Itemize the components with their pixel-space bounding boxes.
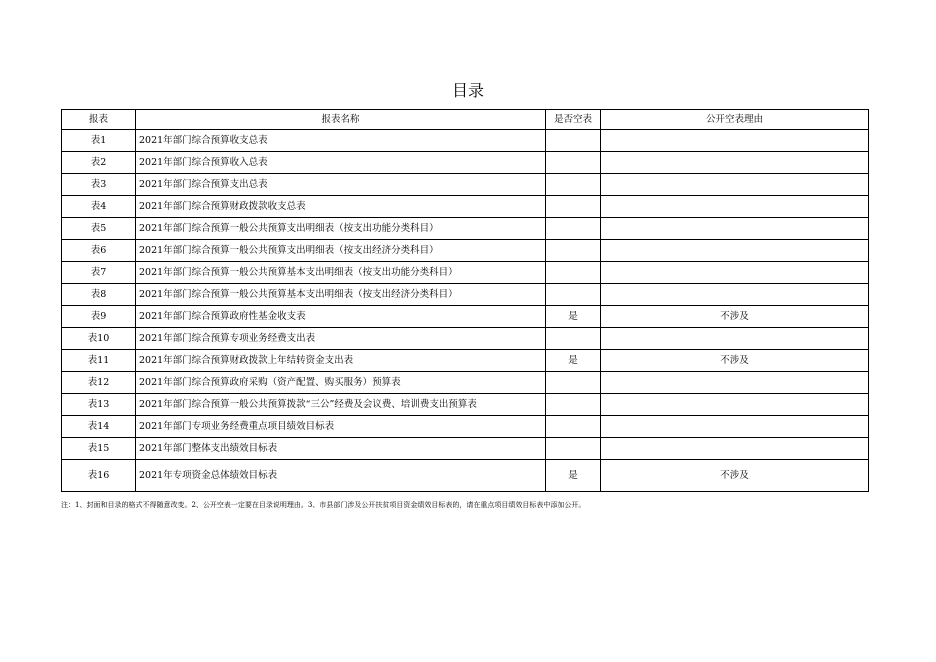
page-title: 目录 [451,81,484,100]
table-row [62,130,869,152]
report-no: 表5 [62,218,136,240]
report-no: 表8 [62,284,136,306]
is-empty: 是 [546,460,601,492]
is-empty [546,196,601,218]
catalog-table [61,109,869,492]
report-no: 表10 [62,328,136,350]
report-name: 2021年部门综合预算一般公共预算基本支出明细表（按支出功能分类科目） [136,262,546,284]
empty-reason [601,262,869,284]
report-no: 表13 [62,394,136,416]
table-row [62,394,869,416]
empty-reason [601,328,869,350]
is-empty [546,130,601,152]
table-row [62,152,869,174]
report-no: 表11 [62,350,136,372]
table-row [62,218,869,240]
report-name: 2021年部门综合预算一般公共预算拨款“三公”经费及会议费、培训费支出预算表 [136,394,546,416]
table-row [62,174,869,196]
is-empty [546,394,601,416]
empty-reason [601,438,869,460]
empty-reason [601,196,869,218]
report-no: 表6 [62,240,136,262]
report-no: 表15 [62,438,136,460]
report-no: 表7 [62,262,136,284]
empty-reason: 不涉及 [601,306,869,328]
table-row [62,416,869,438]
report-name: 2021年部门整体支出绩效目标表 [136,438,546,460]
report-name: 2021年部门综合预算一般公共预算支出明细表（按支出经济分类科目） [136,240,546,262]
is-empty [546,372,601,394]
empty-reason [601,130,869,152]
report-name: 2021年部门综合预算专项业务经费支出表 [136,328,546,350]
report-name: 2021年部门综合预算一般公共预算支出明细表（按支出功能分类科目） [136,218,546,240]
report-name: 2021年部门综合预算收入总表 [136,152,546,174]
table-row [62,460,869,492]
report-name: 2021年部门综合预算财政拨款收支总表 [136,196,546,218]
empty-reason [601,218,869,240]
report-name: 2021年部门综合预算政府采购（资产配置、购买服务）预算表 [136,372,546,394]
is-empty [546,262,601,284]
is-empty: 是 [546,350,601,372]
is-empty [546,174,601,196]
empty-reason [601,284,869,306]
table-row [62,240,869,262]
report-name: 2021年部门专项业务经费重点项目绩效目标表 [136,416,546,438]
report-no: 表14 [62,416,136,438]
empty-reason [601,240,869,262]
report-no: 表12 [62,372,136,394]
empty-reason [601,174,869,196]
report-name: 2021年专项资金总体绩效目标表 [136,460,546,492]
footnote: 注：1、封面和目录的格式不得随意改变。2、公开空表一定要在目录说明理由。3、市县部门涉及公开扶贫项目资金绩效目标表的，请在重点项目绩效目标表中添加公开。 [61,501,586,509]
table-row [62,306,869,328]
report-no: 表9 [62,306,136,328]
report-name: 2021年部门综合预算一般公共预算基本支出明细表（按支出经济分类科目） [136,284,546,306]
report-no: 表16 [62,460,136,492]
empty-reason [601,394,869,416]
header-empty-reason: 公开空表理由 [601,110,869,130]
is-empty [546,218,601,240]
report-no: 表1 [62,130,136,152]
is-empty [546,438,601,460]
table-header-row [62,110,869,130]
empty-reason [601,416,869,438]
table-row [62,372,869,394]
header-report-no: 报表 [62,110,136,130]
is-empty [546,152,601,174]
header-is-empty: 是否空表 [546,110,601,130]
report-name: 2021年部门综合预算政府性基金收支表 [136,306,546,328]
report-no: 表2 [62,152,136,174]
empty-reason [601,152,869,174]
table-row [62,438,869,460]
empty-reason: 不涉及 [601,350,869,372]
is-empty [546,328,601,350]
is-empty: 是 [546,306,601,328]
report-name: 2021年部门综合预算财政拨款上年结转资金支出表 [136,350,546,372]
is-empty [546,416,601,438]
table-row [62,284,869,306]
report-no: 表4 [62,196,136,218]
report-no: 表3 [62,174,136,196]
is-empty [546,284,601,306]
table-row [62,262,869,284]
table-row [62,328,869,350]
report-name: 2021年部门综合预算支出总表 [136,174,546,196]
table-row [62,350,869,372]
table-row [62,196,869,218]
empty-reason: 不涉及 [601,460,869,492]
report-name: 2021年部门综合预算收支总表 [136,130,546,152]
header-report-name: 报表名称 [136,110,546,130]
is-empty [546,240,601,262]
empty-reason [601,372,869,394]
